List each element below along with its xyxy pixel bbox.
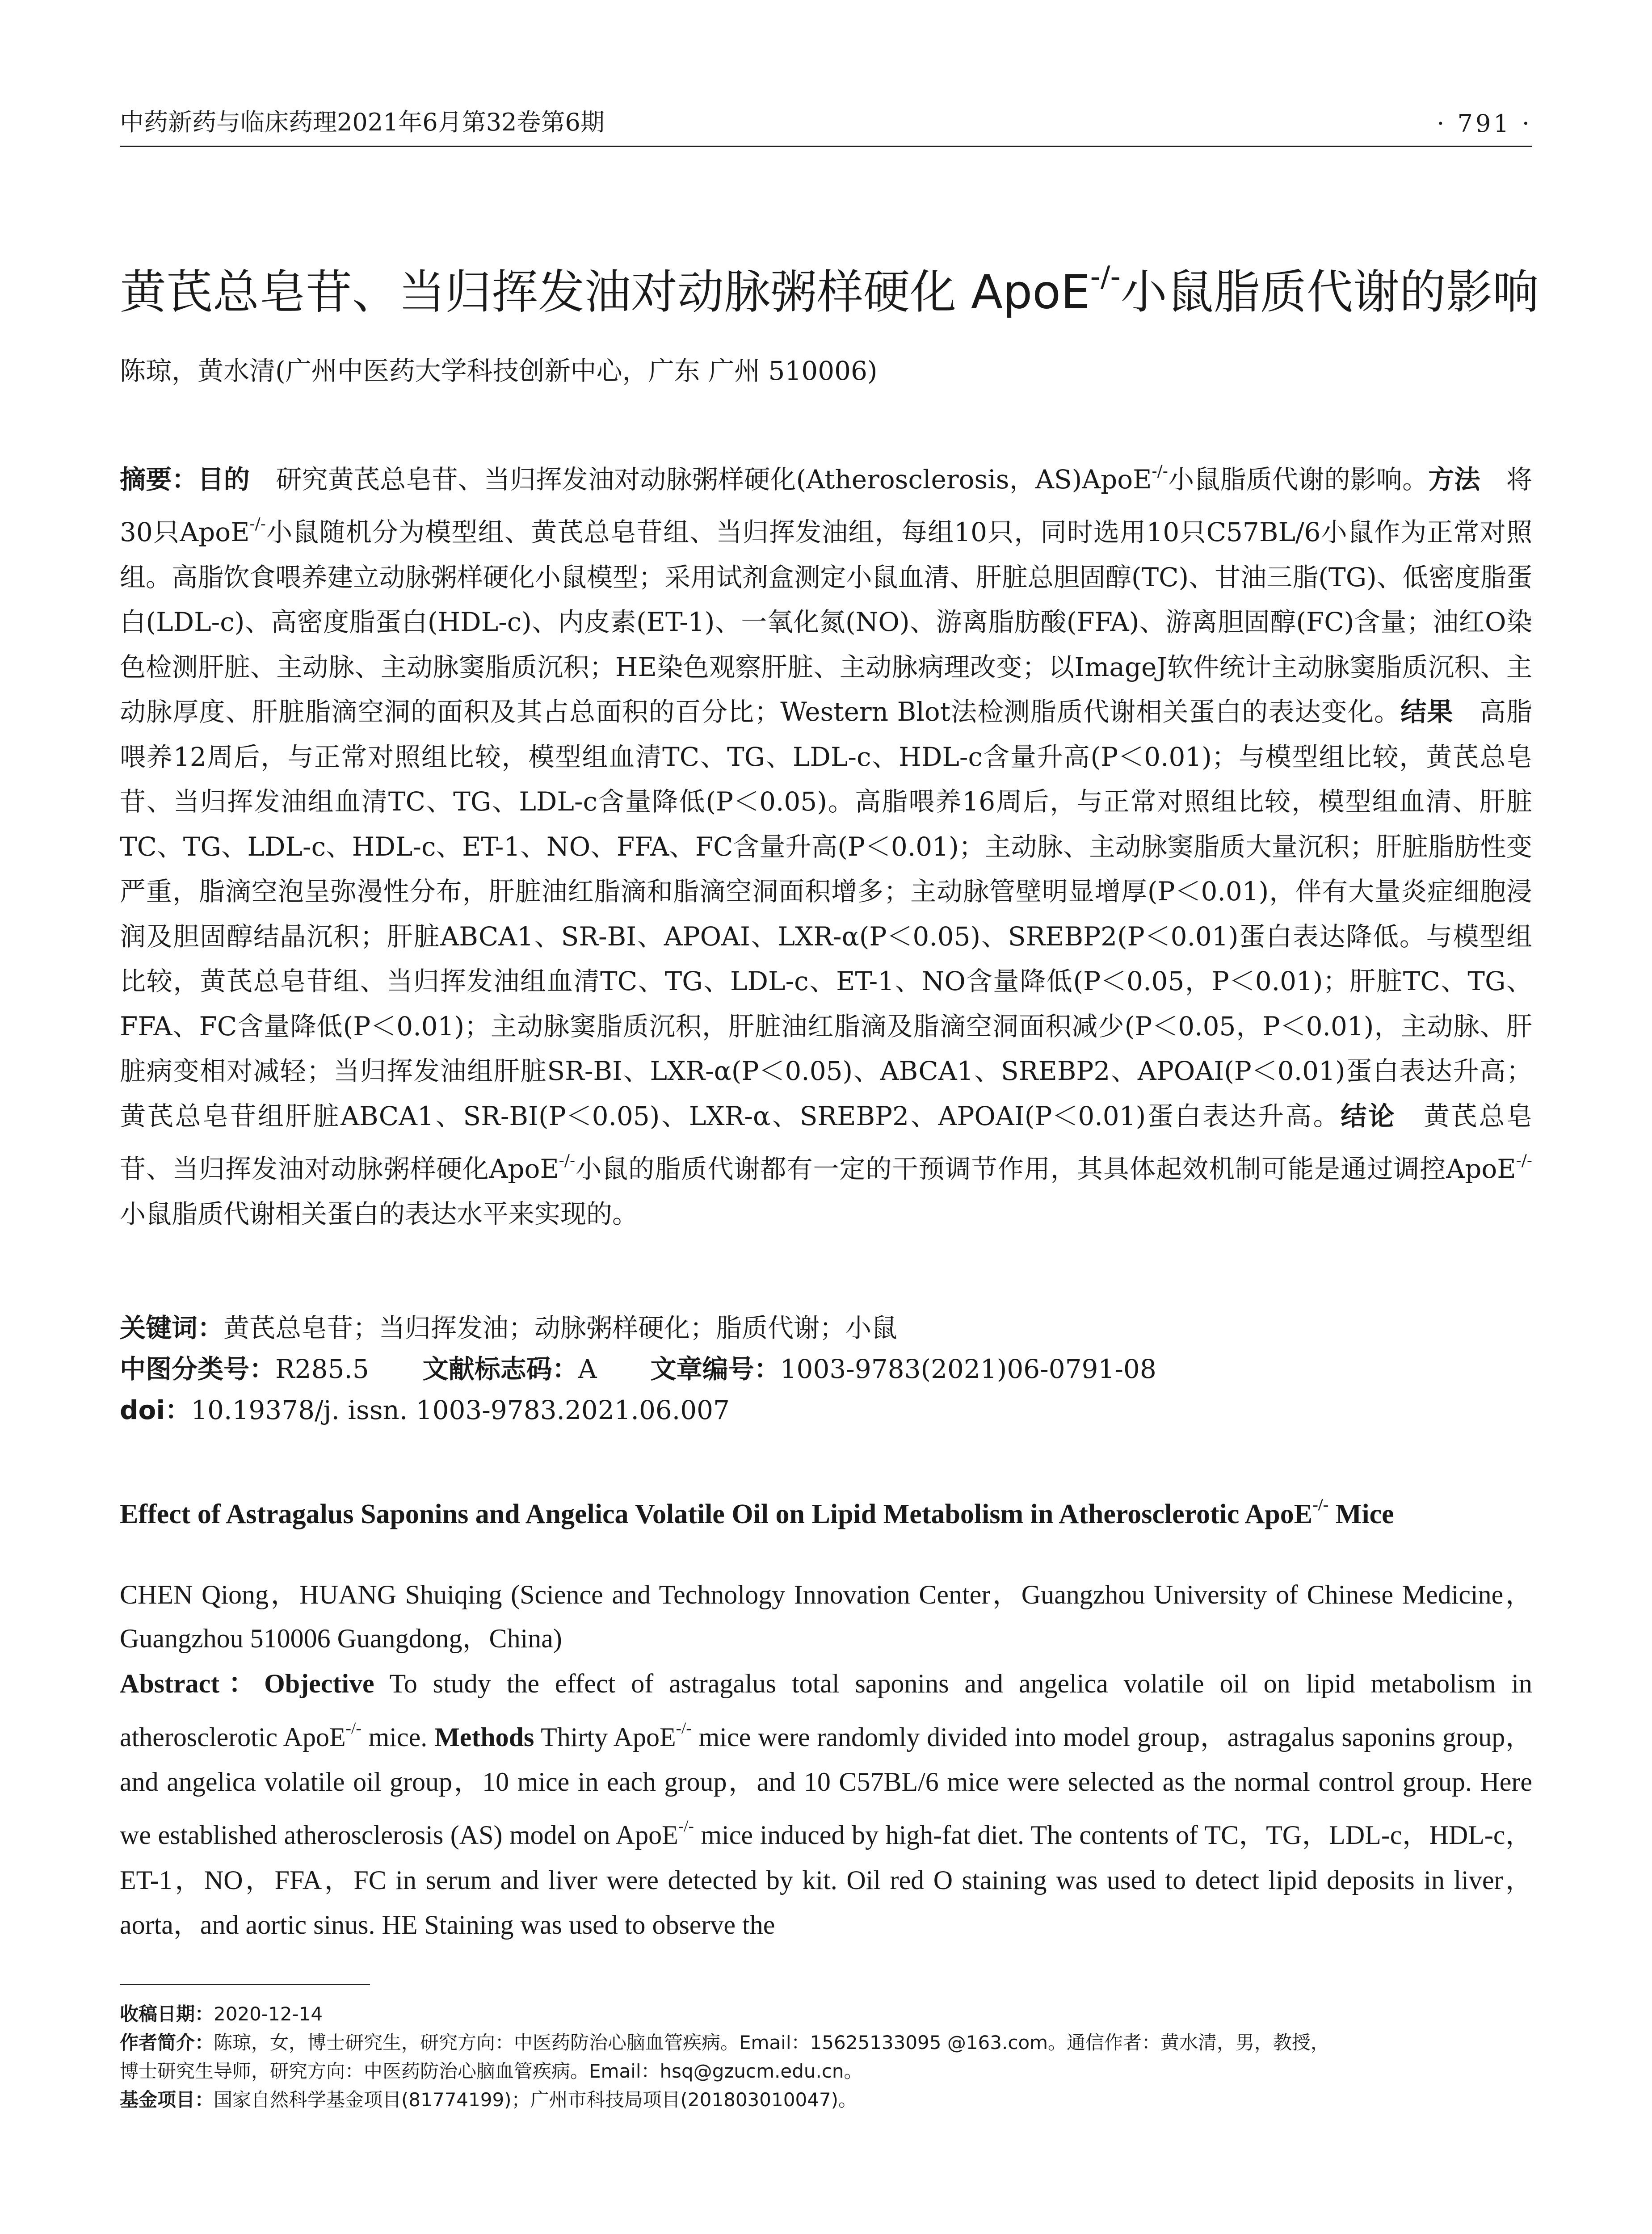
apoe-superscript: -/- [1152,462,1168,480]
english-objective-text-2: mice. [368,1722,428,1752]
english-abstract-label: Abstract： [120,1669,265,1698]
apoe-superscript: -/- [345,1719,362,1738]
english-title [120,1482,1532,1537]
apoe-superscript: -/- [249,515,266,533]
footnote-funding [120,2087,1532,2113]
keywords-label: 关键词： [120,1313,224,1343]
journal-issue: 中药新药与临床药理2021年6月第32卷第6期 [120,108,605,136]
apoe-superscript: -/- [676,1719,692,1738]
objective-text-2: 小鼠脂质代谢的影响。 [1168,464,1429,495]
fund-text: 国家自然科学基金项目(81774199)；广州市科技局项目(201803010047)。 [214,2089,857,2111]
english-title-text: Effect of Astragalus Saponins and Angelica Volatile Oil on Lipid Metabolism in Atherosclerotic ApoE [120,1499,1313,1529]
received-label: 收稿日期： [120,2003,214,2025]
apoe-superscript: -/- [1312,1495,1329,1514]
methods-label: 方法 [1428,464,1480,495]
conclusion-text-2: 小鼠的脂质代谢都有一定的干预调节作用，其具体起效机制可能是通过调控ApoE [575,1154,1516,1184]
english-methods-label: Methods [434,1722,534,1752]
objective-label: 目的 [198,464,250,495]
results-text: 高脂喂养12周后，与正常对照组比较，模型组血清TC、TG、LDL-c、HDL-c含量升高(P＜0.01)；与模型组比较，黄芪总皂苷、当归挥发油组血清TC、TG、LDL-c含量降低(P＜0.05)。高脂喂养16周后，与正常对照组比较，模型组血清、肝脏TC、TG、LDL-c、HDL-c、ET-1、NO、FFA、FC含量升高(P＜0.01)；主动脉、主动脉窦脂质大量沉积；肝脏脂肪性变严重，脂滴空泡呈弥漫性分布，肝脏油红脂滴和脂滴空洞面积增多；主动脉管壁明显增厚(P＜0.01)，伴有大量炎症细胞浸润及胆固醇结晶沉积；肝脏ABCA1、SR-BI、APOAI、LXR-α(P＜0.05)、SREBP2(P＜0.01)蛋白表达降低。与模型组比较，黄芪总皂苷组、当归挥发油组血清TC、TG、LDL-c、ET-1、NO含量降低(P＜0.05，P＜0.01)；肝脏TC、TG、FFA、FC含量降低(P＜0.01)；主动脉窦脂质沉积，肝脏油红脂滴及脂滴空洞面积减少(P＜0.05，P＜0.01)，主动脉、肝脏病变相对减轻；当归挥发油组肝脏SR-BI、LXR-α(P＜0.05)、ABCA1、SREBP2、APOAI(P＜0.01)蛋白表达升高；黄芪总皂苷组肝脏ABCA1、SR-BI(P＜0.05)、LXR-α、SREBP2、APOAI(P＜0.01)蛋白表达升高。 [120,697,1532,1131]
author-info-label: 作者简介： [120,2032,214,2053]
results-label: 结果 [1400,697,1454,727]
clc-label: 中图分类号： [120,1354,276,1384]
title-superscript: -/- [1090,260,1121,294]
abstract-label: 摘要： [120,464,198,495]
classification-line [120,1348,1532,1390]
doc-code-label: 文献标志码： [422,1354,578,1384]
english-methods-text-2: mice were randomly divided into model group，astragalus saponins group，and angelica volatile oil group，10 mice in each group，and 10 C57BL/6 mice were selected as the normal control group. Here we established atherosclerosis (AS) model on ApoE [120,1722,1533,1850]
methods-text-2: 小鼠随机分为模型组、黄芪总皂苷组、当归挥发油组，每组10只，同时选用10只C57BL/6小鼠作为正常对照组。高脂饮食喂养建立动脉粥样硬化小鼠模型；采用试剂盒测定小鼠血清、肝脏总胆固醇(TC)、甘油三脂(TG)、低密度脂蛋白(LDL-c)、高密度脂蛋白(HDL-c)、内皮素(ET-1)、一氧化氮(NO)、游离脂肪酸(FFA)、游离胆固醇(FC)含量；油红O染色检测肝脏、主动脉、主动脉窦脂质沉积；HE染色观察肝脏、主动脉病理改变；以ImageJ软件统计主动脉窦脂质沉积、主动脉厚度、肝脏脂滴空洞的面积及其占总面积的百分比；Western Blot法检测脂质代谢相关蛋白的表达变化。 [120,517,1533,727]
fund-label: 基金项目： [120,2089,214,2111]
conclusion-label: 结论 [1341,1100,1396,1131]
apoe-superscript: -/- [678,1817,694,1836]
english-methods-text: Thirty ApoE [541,1722,676,1752]
footnote-divider [120,1984,370,1985]
article-title [120,248,1539,321]
page-number: · 791 · [1437,109,1532,138]
footnote-received [120,2001,1532,2028]
english-methods-text-3: mice induced by high-fat diet. The contents of TC，TG，LDL-c，HDL-c，ET-1，NO，FFA，FC in serum and liver were detected by kit. Oil red O staining was used to detect lipid deposits in liver，aorta，and aortic sinus. HE Staining was used to observe the [120,1820,1533,1940]
apoe-superscript: -/- [559,1151,576,1170]
doi-link[interactable]: 10.19378/j. issn. 1003-9783.2021.06.007 [191,1395,730,1425]
english-title-tail: Mice [1335,1499,1394,1529]
keywords: 黄芪总皂苷；当归挥发油；动脉粥样硬化；脂质代谢；小鼠 [223,1313,898,1343]
article-no-label: 文章编号： [650,1354,780,1384]
author-affiliation: 陈琼，黄水清(广州中医药大学科技创新中心，广东 广州 510006) [120,356,878,386]
apoe-superscript: -/- [1516,1151,1532,1170]
footnote-author-info [120,2029,1532,2056]
conclusion-text-3: 小鼠脂质代谢相关蛋白的表达水平来实现的。 [120,1198,639,1229]
running-header [120,105,1532,147]
title-tail: 小鼠脂质代谢的影响 [1120,265,1539,319]
doc-code-value: A [578,1354,597,1384]
received-date: 2020-12-14 [214,2003,323,2025]
english-abstract [120,1661,1532,1948]
author-info-text: 陈琼，女，博士研究生，研究方向：中医药防治心脑血管疾病。Email：15625133095 @163.com。通信作者：黄水清，男，教授， [214,2032,1330,2053]
conclusion-text: 黄芪总皂苷、当归挥发油对动脉粥样硬化ApoE [120,1100,1532,1184]
english-objective-text: To study the effect of astragalus total saponins and angelica volatile oil on lipid metabolism in atherosclerotic ApoE [120,1669,1532,1752]
doi-label: doi： [120,1395,191,1425]
english-authors: CHEN Qiong，HUANG Shuiqing (Science and Technology Innovation Center，Guangzhou University of Chinese Medicine，Guangzhou 510006 Guangdong，China) [120,1580,1532,1653]
doi-line [120,1390,1532,1431]
article-no-value: 1003-9783(2021)06-0791-08 [780,1354,1156,1384]
chinese-abstract [120,449,1532,1236]
clc-value: R285.5 [275,1354,369,1384]
english-objective-label: Objective [264,1669,374,1698]
methods-text: 将30只ApoE [120,464,1532,548]
keywords-line [120,1307,1532,1348]
objective-text: 研究黄芪总皂苷、当归挥发油对动脉粥样硬化(Atherosclerosis，AS)ApoE [276,464,1152,495]
footnote-author-info-cont: 博士研究生导师，研究方向：中医药防治心脑血管疾病。Email：hsq@gzucm.edu.cn。 [120,2060,863,2082]
title-text: 黄芪总皂苷、当归挥发油对动脉粥样硬化 ApoE [120,265,1090,319]
